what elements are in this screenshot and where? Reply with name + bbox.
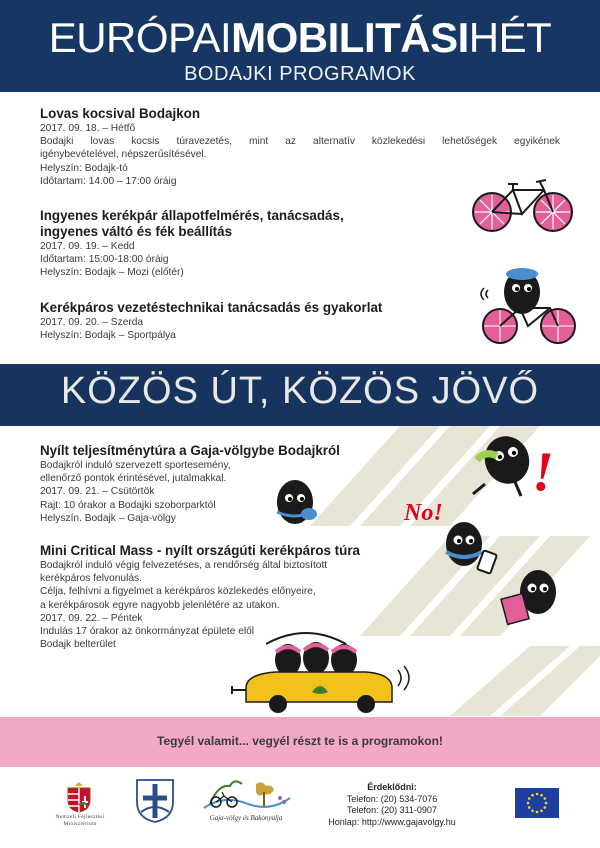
contact-phone-2: Telefon: (20) 311-0907 <box>347 805 437 815</box>
hungarian-coat-of-arms-icon <box>58 778 100 812</box>
event-date: 2017. 09. 21. – Csütörtök <box>40 486 155 498</box>
cta-text: Tegyél valamit... vegyél részt te is a programokon! <box>157 734 443 748</box>
eu-star <box>528 797 531 800</box>
page-title <box>0 16 600 60</box>
event-location: Bodajk belterület <box>40 639 116 651</box>
event-start: Indulás 17 órakor az önkormányzat épülete elől <box>40 626 255 638</box>
bodajk-coat-of-arms-icon <box>135 778 175 824</box>
event-title: Mini Critical Mass - nyílt országúti kerékpáros túra <box>40 543 360 558</box>
event-desc: Bodajkról induló végig felvezetéses, a rendőrség által biztosított <box>40 560 328 571</box>
eu-star <box>531 794 534 797</box>
gaja-label: Gaja-völgy és Bakonyalja <box>209 814 283 822</box>
event-location: Helyszín: Bodajk – Sportpálya <box>40 330 176 342</box>
event-desc: Bodajki lovas kocsis túravezetés, mint az alternatív közlekedési lehetőségek egyikének <box>40 136 560 148</box>
ministry-label <box>50 814 110 828</box>
page-subtitle: BODAJKI PROGRAMOK <box>184 63 416 85</box>
ministry-label-line2: Minisztérium <box>63 821 97 827</box>
event-desc: Célja, felhívni a figyelmet a kerékpáros közlekedés előnyeire, <box>40 586 316 598</box>
event-title-line2: ingyenes váltó és fék beállítás <box>40 224 233 239</box>
title-part-het: HÉT <box>468 14 552 61</box>
character-reading-icon <box>490 566 580 630</box>
event-title: Lovas kocsival Bodajkon <box>40 106 201 121</box>
eu-star <box>543 797 546 800</box>
header-band <box>0 0 600 92</box>
event-hiking <box>40 443 400 525</box>
event-start: Rajt: 10 órakor a Bodajki szoborparktól <box>40 499 216 511</box>
event-location: Helyszín: Bodajk-tó <box>40 162 128 174</box>
eu-star <box>536 811 539 814</box>
event-title: Kerékpáros vezetéstechnikai tanácsadás és gyakorlat <box>40 300 383 315</box>
contact-block <box>322 782 462 828</box>
ministry-label-line1: Nemzeti Fejlesztési <box>55 814 105 820</box>
event-date: 2017. 09. 19. – Kedd <box>40 241 135 252</box>
eu-star <box>536 793 539 796</box>
motto-text: KÖZÖS ÚT, KÖZÖS JÖVŐ <box>60 370 540 412</box>
cyclist-character-icon <box>480 262 580 348</box>
exclamation-mark: ! <box>532 441 554 503</box>
event-location: Helyszín. Bodajk – Gaja-völgy <box>40 512 176 524</box>
event-desc: kerékpáros felvonulás. <box>40 573 142 585</box>
no-text: No! <box>404 500 443 526</box>
eu-star <box>528 806 531 809</box>
electric-car-icon <box>226 630 416 710</box>
event-date: 2017. 09. 22. – Péntek <box>40 612 143 624</box>
eu-star <box>545 802 548 805</box>
event-desc: ellenőrző pontok érintésével, jutalmakkal. <box>40 473 227 485</box>
gaja-volgy-logo-icon <box>200 778 292 814</box>
motto-band <box>0 364 600 426</box>
cta-bar <box>0 717 600 767</box>
event-desc: a kerékpárosok egyre nagyobb jelenlétére az utakon. <box>40 599 280 611</box>
event-desc: igénybevételével, népszerűsítésével. <box>40 149 207 161</box>
bicycle-icon <box>468 176 578 236</box>
eu-star <box>540 809 543 812</box>
event-technique <box>40 300 460 342</box>
title-part-europai: EURÓPAI <box>48 14 232 61</box>
contact-phone-1: Telefon: (20) 534-7076 <box>346 793 438 804</box>
event-date: 2017. 09. 18. – Hétfő <box>40 123 136 134</box>
eu-star <box>527 802 530 805</box>
eu-flag-icon <box>515 788 559 818</box>
event-location: Helyszín: Bodajk – Mozi (előtér) <box>40 267 184 279</box>
title-part-mobilitasi: MOBILITÁSI <box>231 14 469 61</box>
event-desc: Bodajkról induló szervezett sportesemény, <box>40 460 231 471</box>
contact-heading: Érdeklődni: <box>367 782 417 792</box>
event-title: Nyílt teljesítménytúra a Gaja-völgybe Bodajkról <box>40 443 340 458</box>
event-duration: Időtartam: 14.00 – 17:00 óráig <box>40 175 177 187</box>
eu-star <box>540 794 543 797</box>
event-duration: Időtartam: 15:00-18:00 óráig <box>40 254 169 266</box>
eu-star <box>531 809 534 812</box>
event-title: Ingyenes kerékpár állapotfelmérés, tanácsadás, <box>40 208 344 223</box>
character-walking-icon <box>265 476 325 532</box>
event-date: 2017. 09. 20. – Szerda <box>40 317 144 328</box>
contact-website[interactable]: Honlap: http://www.gajavolgy.hu <box>328 816 456 827</box>
event-bike-check <box>40 208 440 280</box>
eu-star <box>543 806 546 809</box>
